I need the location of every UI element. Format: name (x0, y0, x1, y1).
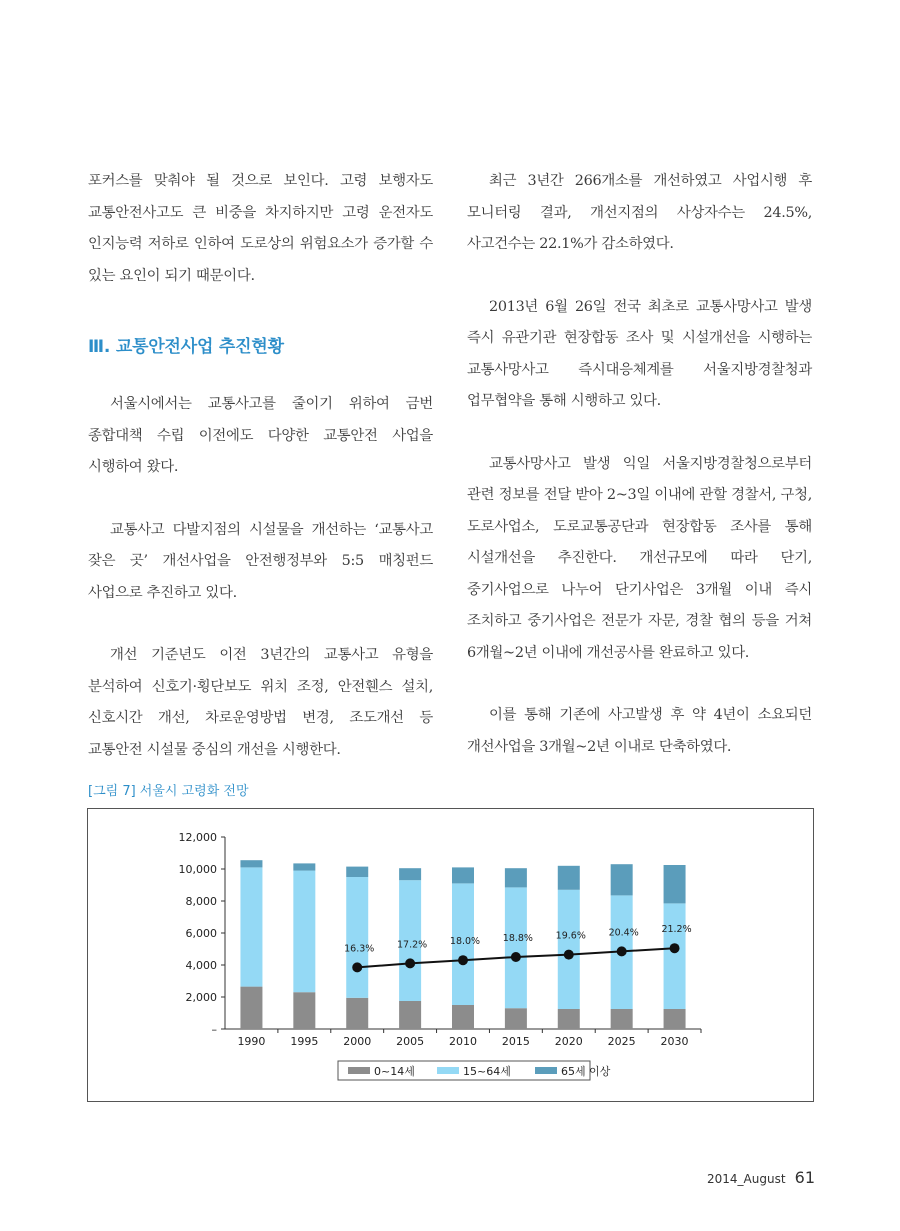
legend-swatch (437, 1067, 459, 1074)
legend-swatch (348, 1067, 370, 1074)
x-tick-label: 2030 (660, 1035, 689, 1048)
bar-segment (558, 890, 580, 1009)
page-number: 61 (794, 1168, 815, 1187)
paragraph: 최근 3년간 266개소를 개선하였고 사업시행 후 모니터링 결과, 개선지점의 사상자수는 24.5%, 사고건수는 22.1%가 감소하였다. (467, 173, 812, 252)
bar-segment (664, 865, 686, 903)
ratio-label: 21.2% (661, 924, 692, 936)
paragraph: 서울시에서는 교통사고를 줄이기 위하여 금번 종합대책 수립 이전에도 다양한 교통안전 사업을 시행하여 왔다. (88, 396, 433, 475)
bar-segment (452, 1005, 474, 1029)
y-tick-label: 12,000 (178, 831, 217, 844)
section-heading: Ⅲ. 교통안전사업 추진현황 (88, 337, 284, 357)
paragraph: 교통사망사고 발생 익일 서울지방경찰청으로부터 관련 정보를 전달 받아 2~3일 이내에 관할 경찰서, 구청, 도로사업소, 도로교통공단과 현장합동 조사를 통해 시설개선을 추진한다. 개선규모에 따라 단기, 중기사업으로 나누어 단기사업은 3개월 이내 즉시 조치하고 중기사업은 전문가 자문, 경찰 협의 등을 거쳐 6개월~2년 이내에 개선공사를 완료하고 있다. (467, 455, 812, 661)
chart-frame (87, 808, 814, 1102)
bar-segment (664, 903, 686, 1009)
y-tick-label: 6,000 (185, 927, 217, 940)
bar-segment (240, 987, 262, 1029)
x-tick-label: 2005 (396, 1035, 425, 1048)
y-tick-label: 4,000 (185, 959, 217, 972)
bar-segment (399, 1001, 421, 1029)
bar-segment (346, 867, 368, 877)
ratio-point (564, 950, 574, 960)
bar-segment (558, 866, 580, 890)
x-tick-label: 1995 (290, 1035, 319, 1048)
x-tick-label: 2015 (501, 1035, 530, 1048)
ratio-label: 20.4% (608, 927, 639, 939)
y-tick-label: 8,000 (185, 895, 217, 908)
x-tick-label: 2025 (607, 1035, 636, 1048)
bar-segment (240, 860, 262, 867)
bar-segment (346, 877, 368, 998)
paragraph: 이를 통해 기존에 사고발생 후 약 4년이 소요되던 개선사업을 3개월~2년 이내로 단축하였다. (467, 707, 812, 755)
x-tick-label: 1990 (237, 1035, 266, 1048)
bar-segment (611, 864, 633, 895)
y-tick-label: 2,000 (185, 991, 217, 1004)
paragraph: 2013년 6월 26일 전국 최초로 교통사망사고 발생 즉시 유관기관 현장합동 조사 및 시설개선을 시행하는 교통사망사고 즉시대응체계를 서울지방경찰청과 업무협약을 통해 시행하고 있다. (467, 298, 812, 409)
bar-segment (293, 992, 315, 1029)
bar-segment (505, 887, 527, 1008)
ratio-label: 19.6% (555, 930, 586, 942)
ratio-point (352, 962, 362, 972)
legend-label: 15~64세 (463, 1065, 511, 1078)
ratio-point (670, 943, 680, 953)
x-tick-label: 2020 (554, 1035, 583, 1048)
bar-segment (505, 1008, 527, 1029)
ratio-point (458, 955, 468, 965)
ratio-point (511, 952, 521, 962)
bar-segment (505, 868, 527, 887)
bar-segment (399, 868, 421, 880)
left-column (88, 166, 433, 797)
bar-segment (452, 867, 474, 883)
ratio-label: 16.3% (344, 943, 375, 955)
ratio-point (405, 958, 415, 968)
issue-label: 2014_August (707, 1172, 786, 1186)
ratio-label: 17.2% (397, 939, 428, 951)
population-chart (88, 809, 813, 1101)
x-tick-label: 2010 (449, 1035, 477, 1048)
ratio-point (617, 946, 627, 956)
bar-segment (558, 1009, 580, 1029)
y-tick-label: 10,000 (178, 863, 217, 876)
bar-segment (293, 863, 315, 870)
legend-label: 65세 이상 (561, 1065, 611, 1078)
paragraph: 포커스를 맞춰야 될 것으로 보인다. 고령 보행자도 교통안전사고도 큰 비중을 차지하지만 고령 운전자도 인지능력 저하로 인하여 도로상의 위험요소가 증가할 수 있는 요인이 되기 때문이다. (88, 173, 433, 284)
legend-label: 0~14세 (374, 1065, 415, 1078)
legend-swatch (535, 1067, 557, 1074)
bar-segment (664, 1009, 686, 1029)
bar-segment (346, 998, 368, 1029)
x-tick-label: 2000 (343, 1035, 372, 1048)
bar-segment (293, 871, 315, 993)
page-footer (707, 1168, 815, 1187)
y-tick-label: – (211, 1023, 217, 1036)
right-column (467, 166, 812, 794)
bar-segment (240, 867, 262, 986)
ratio-label: 18.8% (502, 933, 533, 944)
bar-segment (611, 1009, 633, 1029)
paragraph: 개선 기준년도 이전 3년간의 교통사고 유형을 분석하여 신호기·횡단보도 위치 조정, 안전휀스 설치, 신호시간 개선, 차로운영방법 변경, 조도개선 등 교통안전 시설물 중심의 개선을 시행한다. (88, 647, 433, 758)
paragraph: 교통사고 다발지점의 시설물을 개선하는 ‘교통사고 잦은 곳’ 개선사업을 안전행정부와 5:5 매칭펀드 사업으로 추진하고 있다. (88, 521, 433, 601)
ratio-label: 18.0% (449, 936, 481, 948)
figure-caption: [그림 7] 서울시 고령화 전망 (88, 784, 249, 799)
